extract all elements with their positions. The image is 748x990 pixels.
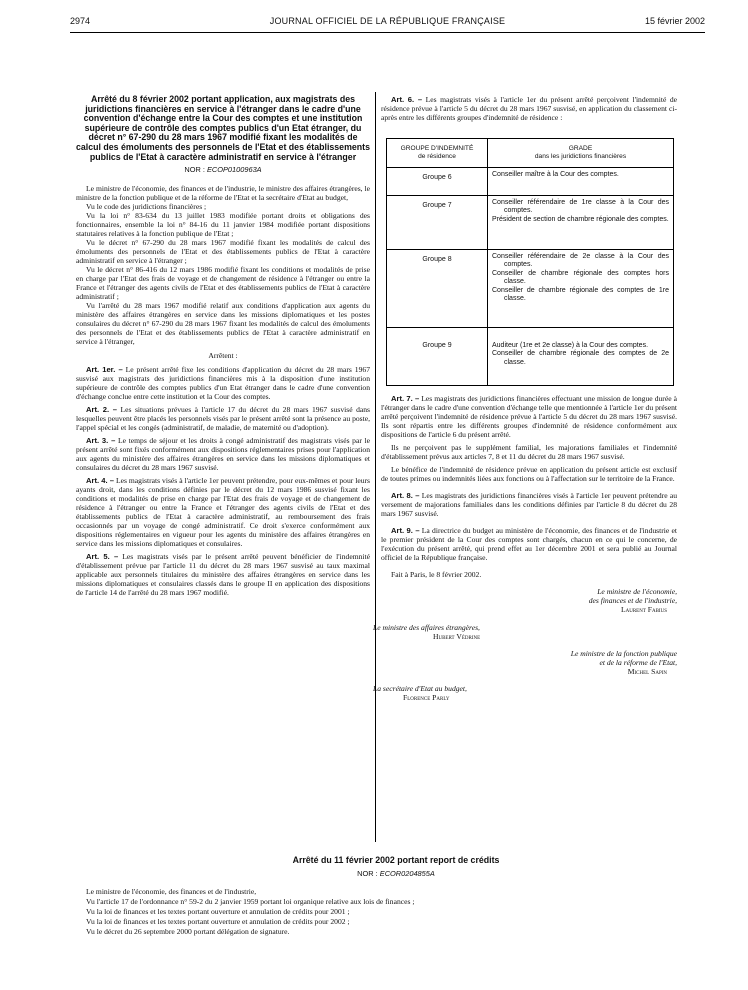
- visa-paragraph: Vu la loi n° 83-634 du 13 juillet 1983 modifiée portant droits et obligations des fonctionnaires, ensemble la loi n° 84-16 du 11 janvier 1984 modifiée portant dispositions statutaires relatives à la fonction publique de l'Etat ;: [76, 211, 370, 239]
- nor-label: NOR :: [357, 868, 378, 878]
- signatory-name: Hubert Védrine: [433, 632, 481, 641]
- article-label: Art. 4. –: [86, 476, 114, 486]
- issue-date: 15 février 2002: [644, 16, 705, 26]
- article-text: Les magistrats des juridictions financières effectuant une mission de longue durée à l'étranger dans le cadre d'une convention d'échange telle que mentionnée à l'article 1er du présent arrêté perçoivent l'indemnité de résidence prévue à l'article 5 du décret du 28 mars 1967 susvisé. Ils sont répartis entre les différents groupes d'indemnité de résidence conformément aux dispositions de l'article 6 du présent arrêté.: [381, 394, 677, 439]
- grade-cell: Conseiller référendaire de 1re classe à la Cour des comptes. Président de section de chambre régionale des comptes.: [488, 196, 674, 250]
- grade-cell: Auditeur (1re et 2e classe) à la Cour des comptes. Conseiller de chambre régionale des comptes de 2e classe.: [488, 328, 674, 386]
- visa-paragraph: Vu le code des juridictions financières ;: [86, 202, 207, 212]
- group-cell: Groupe 8: [387, 250, 488, 328]
- page-number: 2974: [70, 16, 91, 26]
- indemnity-groups-table: [386, 138, 674, 386]
- table-row: [387, 168, 674, 196]
- article-7: [381, 394, 677, 439]
- group-column-header: GROUPE D'INDEMNITÉ de résidence: [387, 139, 488, 168]
- group-cell: Groupe 7: [387, 196, 488, 250]
- right-column: [373, 95, 677, 702]
- second-arrete: [86, 856, 706, 937]
- article-text: Les magistrats des juridictions financières visés à l'article 1er peuvent prétendre au versement de majorations familiales dans les conditions définies par l'article 8 du décret du 28 mars 1967 susvisé.: [381, 491, 677, 518]
- page-header: [70, 16, 705, 30]
- visa-paragraph: Vu le décret n° 67-290 du 28 mars 1967 modifié fixant les modalités de calcul des émoluments des personnels de l'Etat et des établissements publics de l'Etat à caractère administratif en service à l'étranger ;: [76, 238, 370, 266]
- article-text: Le présent arrêté fixe les conditions d'application du décret du 28 mars 1967 susvisé aux magistrats des juridictions financières mis à la disposition d'une institution supérieure de contrôle des comptes publics d'un Etat étranger dans le cadre d'une convention d'échange conclue entre cette institution et la Cour des comptes.: [76, 365, 370, 402]
- signature-affaires-etrangeres: Le ministre des affaires étrangères, Hubert Védrine: [373, 623, 677, 641]
- article-text: Le temps de séjour et les droits à congé administratif des magistrats visés par le présent arrêté sont fixés conformément aux dispositions réglementaires prises pour l'application aux agents du ministère des affaires étrangères en service dans les missions diplomatiques et consulaires du décret du 28 mars 1967 susvisé.: [76, 436, 370, 473]
- table-row: [387, 196, 674, 250]
- visa-paragraph: Vu l'arrêté du 28 mars 1967 modifié relatif aux conditions d'application aux agents du ministère des affaires étrangères en service dans les missions diplomatiques et les postes consulaires du décret n° 67-290 du 28 mars 1967 fixant les modalités de calcul des émoluments des personnels de l'Etat et des établissements publics de l'Etat à caractère administratif en service à l'étranger,: [76, 301, 370, 347]
- article-text: La directrice du budget au ministère de l'économie, des finances et de l'industrie et le premier président de la Cour des comptes sont chargés, chacun en ce qui le concerne, de l'exécution du présent arrêté, qui prend effet au 1er décembre 2001 et sera publié au Journal officiel de la République française.: [381, 526, 677, 562]
- article-label: Art. 8. –: [391, 491, 420, 500]
- article-1: [76, 365, 370, 401]
- grade-column-header: GRADE dans les juridictions financières: [488, 139, 674, 168]
- article-8: [381, 491, 677, 518]
- visa-line: Vu la loi de finances et les textes portant ouverture et annulation de crédits pour 2001 ;: [86, 906, 350, 916]
- article-label: Art. 7. –: [391, 394, 420, 403]
- grade-cell: Conseiller référendaire de 2e classe à la Cour des comptes. Conseiller de chambre régionale des comptes hors classe. Conseiller de chambre régionale des comptes de 1re classe.: [488, 250, 674, 328]
- left-column: [76, 95, 370, 597]
- article-label: Art. 2. –: [86, 405, 118, 415]
- signature-fonction-publique: Le ministre de la fonction publique et de la réforme de l'Etat, Michel Sapin: [381, 649, 677, 676]
- article-text: Les situations prévues à l'article 17 du décret du 28 mars 1967 susvisé dans lesquelles peuvent être placés les personnels visés par le présent arrêté sont la présence au poste, l'appel spécial et les congés (administratif, de maladie, de maternité ou d'adoption).: [76, 405, 370, 433]
- article-label: Art. 5. –: [86, 552, 119, 562]
- article-6: [381, 95, 677, 122]
- visa-line: Vu la loi de finances et les textes portant ouverture et annulation de crédits pour 2002 ;: [86, 916, 350, 926]
- table-row: [387, 250, 674, 328]
- visa-line: Vu l'article 17 de l'ordonnance n° 59-2 du 2 janvier 1959 portant loi organique relative aux lois de finances ;: [86, 896, 415, 906]
- article-text: Les magistrats visés à l'article 1er du présent arrêté perçoivent l'indemnité de résidence prévue à l'article 5 du décret du 28 mars 1967 susvisé, en application du classement ci-après entre les différents groupes d'indemnité de résidence :: [381, 95, 677, 122]
- group-cell: Groupe 9: [387, 328, 488, 386]
- visa-paragraph: Vu le décret n° 86-416 du 12 mars 1986 modifié fixant les conditions et modalités de prise en charge par l'Etat des frais de voyage et de changement de résidence à l'étranger ou entre la France et l'étranger des agents civils de l'Etat et des établissements publics de l'Etat à caractère administratif ;: [76, 265, 370, 302]
- visa-line: Vu le décret du 26 septembre 2000 portant délégation de signature.: [86, 926, 290, 936]
- arretent-heading: Arrêtent :: [208, 351, 238, 361]
- nor-code: ECOP0100963A: [206, 165, 262, 175]
- group-cell: Groupe 6: [387, 168, 488, 196]
- article-label: Art. 6. –: [391, 95, 423, 104]
- journal-title: JOURNAL OFFICIEL DE LA RÉPUBLIQUE FRANÇAISE: [269, 16, 506, 26]
- article-text: Les magistrats visés par le présent arrêté peuvent bénéficier de l'indemnité d'établissement prévue par l'article 11 du décret du 28 mars 1967 susvisé au taux maximal applicable aux personnels titulaires du ministère des affaires étrangères en service dans les missions diplomatiques et consulaires classés dans le groupe II en application des dispositions de l'article 14 de l'arrêté du 28 mars 1967 modifié.: [76, 552, 370, 598]
- article-3: [76, 436, 370, 472]
- arrete-title: Arrêté du 11 février 2002 portant report de crédits: [292, 855, 500, 865]
- article-5: [76, 552, 370, 597]
- article-2: [76, 405, 370, 432]
- article-label: Art. 3. –: [86, 436, 116, 446]
- article-4: [76, 476, 370, 548]
- nor-code: ECOR0204855A: [379, 868, 435, 878]
- signatory-name: Michel Sapin: [627, 667, 667, 676]
- preamble-line: Le ministre de l'économie, des finances et de l'industrie,: [86, 886, 257, 896]
- signatures: [373, 587, 677, 702]
- nor-reference: [86, 869, 706, 879]
- signature-economie: Le ministre de l'économie, des finances et de l'industrie, Laurent Fabius: [381, 587, 677, 614]
- article-9: [381, 526, 677, 562]
- intro-paragraph: Le ministre de l'économie, des finances et de l'industrie, le ministre des affaires étrangères, le ministre de la fonction publique et de la réforme de l'Etat et la secrétaire d'Etat au budget,: [76, 184, 370, 203]
- signatory-name: Florence Parly: [403, 693, 450, 702]
- table-header-row: [387, 139, 674, 168]
- signatory-name: Laurent Fabius: [620, 605, 667, 614]
- table-row: [387, 328, 674, 386]
- nor-label: NOR :: [184, 165, 205, 175]
- nor-reference: [76, 165, 370, 174]
- article-label: Art. 1er. –: [86, 365, 123, 375]
- signing-place-date: Fait à Paris, le 8 février 2002.: [391, 570, 482, 579]
- article-label: Art. 9. –: [391, 526, 420, 535]
- arrete-title: Arrêté du 8 février 2002 portant application, aux magistrats des juridictions financières en service à l'étranger dans le cadre d'une convention d'échange entre la Cour des comptes et une institution supérieure de contrôle des comptes publics d'un Etat étranger, du décret n° 67-290 du 28 mars 1967 modifié fixant les modalités de calcul des émoluments des personnels de l'Etat et des établissements publics de l'Etat à caractère administratif en service à l'étranger: [76, 94, 370, 162]
- article-text: Les magistrats visés à l'article 1er peuvent prétendre, pour eux-mêmes et pour leurs ayants droit, dans les conditions définies par le décret du 12 mars 1986 susvisé fixant les conditions et modalités de prise en charge par l'Etat des frais de voyage et de changement de résidence à l'étranger ou entre la France et l'étranger des agents civils de l'Etat et des établissements publics de l'Etat à caractère administratif, au remboursement des frais occasionnés par un voyage de congé administratif. Ce droit s'exerce conformément aux dispositions réglementaires en vigueur pour les agents du ministère des affaires étrangères en service dans les missions diplomatiques et consulaires.: [76, 476, 371, 549]
- column-divider: [375, 92, 376, 842]
- signature-budget: La secrétaire d'Etat au budget, Florence Parly: [373, 684, 677, 702]
- grade-cell: Conseiller maître à la Cour des comptes.: [488, 168, 674, 196]
- article-7-paragraph: Ils ne perçoivent pas le supplément familial, les majorations familiales et l'indemnité d'établissement prévus aux articles 7, 8 et 11 du décret du 28 mars 1967 susvisé.: [381, 443, 677, 461]
- header-rule: [70, 32, 705, 33]
- article-7-paragraph: Le bénéfice de l'indemnité de résidence prévue en application du présent article est exclusif de toutes primes ou indemnités liées aux fonctions ou à l'affectation sur le territoire de la France.: [381, 465, 677, 483]
